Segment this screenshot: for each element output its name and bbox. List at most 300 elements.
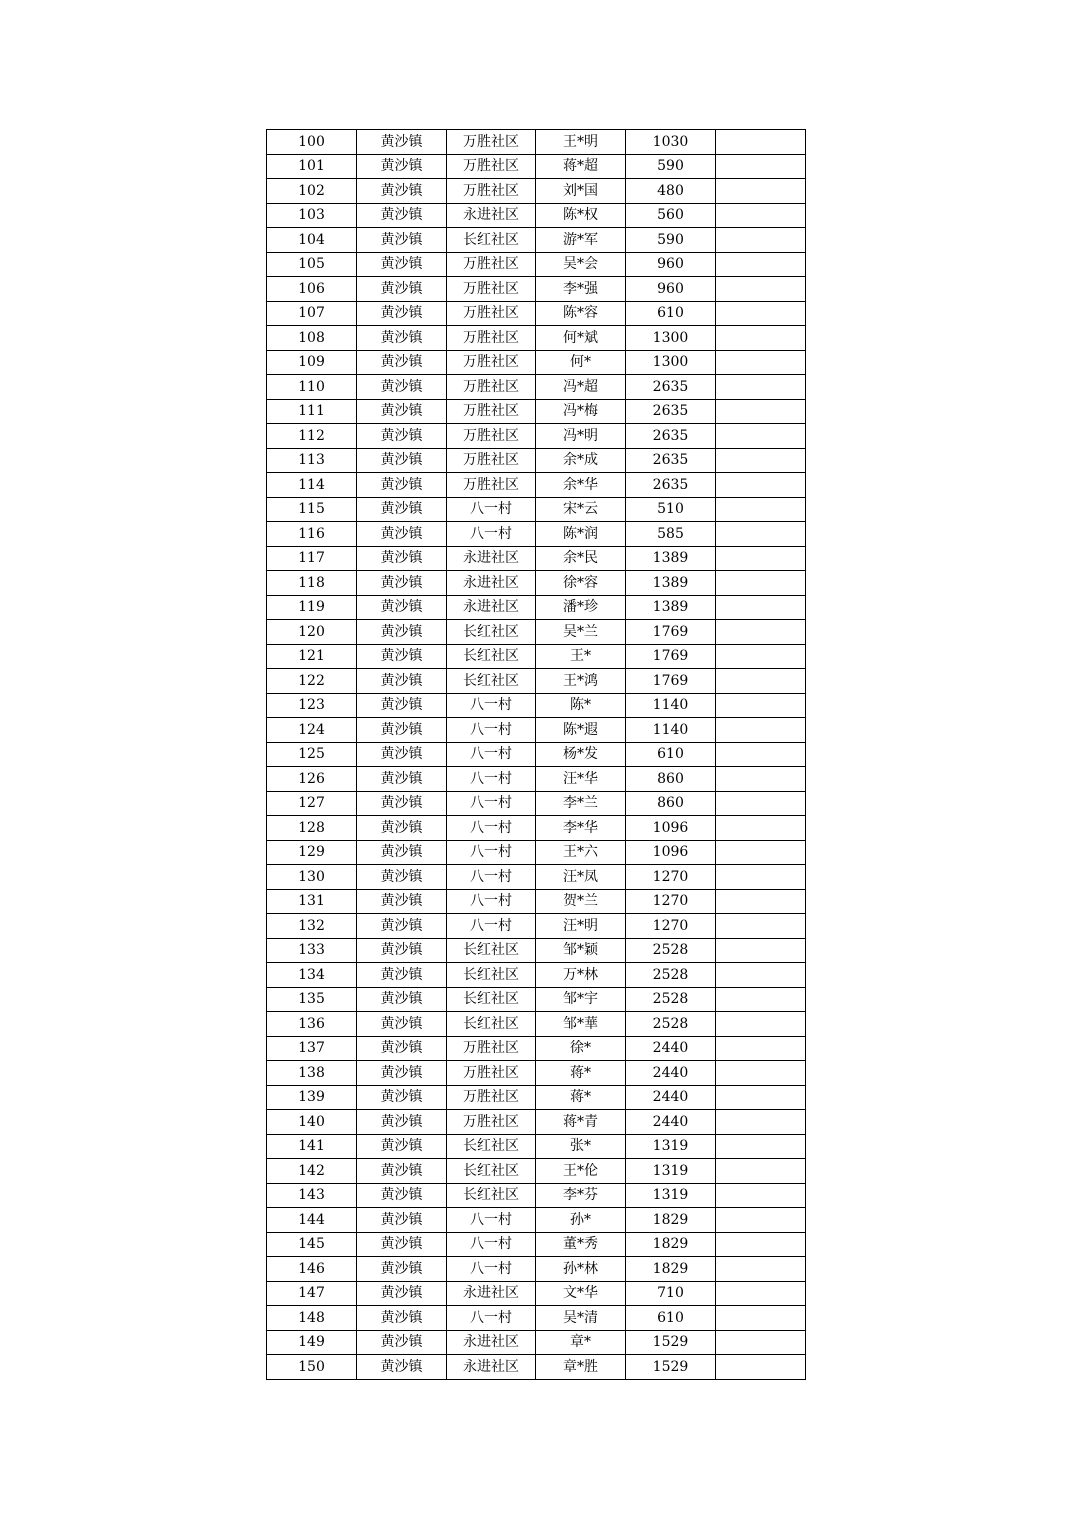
remark-cell [716,375,806,400]
table-row [267,546,806,571]
name-cell: 徐* [536,1036,626,1061]
row-number-cell: 135 [267,987,357,1012]
name-cell: 余*民 [536,546,626,571]
town-cell: 黄沙镇 [357,375,447,400]
amount-cell: 2635 [626,424,716,449]
amount-cell: 1096 [626,840,716,865]
row-number-cell: 141 [267,1134,357,1159]
table-row [267,154,806,179]
town-cell: 黄沙镇 [357,571,447,596]
community-cell: 万胜社区 [447,350,536,375]
remark-cell [716,865,806,890]
row-number-cell: 109 [267,350,357,375]
town-cell: 黄沙镇 [357,693,447,718]
town-cell: 黄沙镇 [357,791,447,816]
remark-cell [716,1085,806,1110]
table-row [267,350,806,375]
community-cell: 八一村 [447,865,536,890]
table-row [267,987,806,1012]
table-row [267,644,806,669]
table-row [267,1012,806,1037]
table-row [267,1134,806,1159]
row-number-cell: 119 [267,595,357,620]
town-cell: 黄沙镇 [357,228,447,253]
table-row [267,399,806,424]
community-cell: 万胜社区 [447,1061,536,1086]
row-number-cell: 106 [267,277,357,302]
row-number-cell: 120 [267,620,357,645]
amount-cell: 1140 [626,718,716,743]
remark-cell [716,228,806,253]
name-cell: 王* [536,644,626,669]
town-cell: 黄沙镇 [357,644,447,669]
name-cell: 蒋* [536,1085,626,1110]
community-cell: 万胜社区 [447,130,536,155]
community-cell: 万胜社区 [447,252,536,277]
name-cell: 游*军 [536,228,626,253]
table-row [267,840,806,865]
name-cell: 孙* [536,1208,626,1233]
name-cell: 李*兰 [536,791,626,816]
remark-cell [716,448,806,473]
row-number-cell: 144 [267,1208,357,1233]
row-number-cell: 105 [267,252,357,277]
community-cell: 万胜社区 [447,1085,536,1110]
remark-cell [716,595,806,620]
town-cell: 黄沙镇 [357,1012,447,1037]
row-number-cell: 129 [267,840,357,865]
name-cell: 吴*清 [536,1306,626,1331]
table-row [267,448,806,473]
community-cell: 长红社区 [447,1183,536,1208]
table-row [267,1085,806,1110]
name-cell: 汪*华 [536,767,626,792]
town-cell: 黄沙镇 [357,252,447,277]
town-cell: 黄沙镇 [357,1183,447,1208]
amount-cell: 1270 [626,865,716,890]
name-cell: 张* [536,1134,626,1159]
community-cell: 永进社区 [447,546,536,571]
amount-cell: 2635 [626,375,716,400]
community-cell: 八一村 [447,742,536,767]
table-row [267,865,806,890]
amount-cell: 1270 [626,914,716,939]
table-row [267,571,806,596]
name-cell: 陈* [536,693,626,718]
row-number-cell: 124 [267,718,357,743]
row-number-cell: 118 [267,571,357,596]
name-cell: 王*六 [536,840,626,865]
name-cell: 吴*兰 [536,620,626,645]
remark-cell [716,571,806,596]
amount-cell: 1319 [626,1183,716,1208]
remark-cell [716,816,806,841]
community-cell: 长红社区 [447,1012,536,1037]
amount-cell: 510 [626,497,716,522]
community-cell: 八一村 [447,1208,536,1233]
town-cell: 黄沙镇 [357,326,447,351]
row-number-cell: 114 [267,473,357,498]
community-cell: 八一村 [447,693,536,718]
town-cell: 黄沙镇 [357,1306,447,1331]
table-row [267,914,806,939]
name-cell: 章*胜 [536,1355,626,1380]
remark-cell [716,1061,806,1086]
remark-cell [716,522,806,547]
amount-cell: 1096 [626,816,716,841]
name-cell: 邹*颖 [536,938,626,963]
town-cell: 黄沙镇 [357,277,447,302]
row-number-cell: 113 [267,448,357,473]
town-cell: 黄沙镇 [357,154,447,179]
town-cell: 黄沙镇 [357,840,447,865]
amount-cell: 1829 [626,1232,716,1257]
town-cell: 黄沙镇 [357,301,447,326]
amount-cell: 610 [626,1306,716,1331]
community-cell: 长红社区 [447,228,536,253]
amount-cell: 1769 [626,644,716,669]
remark-cell [716,1281,806,1306]
amount-cell: 2528 [626,987,716,1012]
name-cell: 王*明 [536,130,626,155]
table-row [267,1183,806,1208]
remark-cell [716,693,806,718]
table-row [267,130,806,155]
row-number-cell: 123 [267,693,357,718]
remark-cell [716,1012,806,1037]
community-cell: 万胜社区 [447,473,536,498]
name-cell: 章* [536,1330,626,1355]
name-cell: 余*成 [536,448,626,473]
row-number-cell: 126 [267,767,357,792]
community-cell: 长红社区 [447,1159,536,1184]
table-row [267,1355,806,1380]
community-cell: 八一村 [447,914,536,939]
name-cell: 汪*明 [536,914,626,939]
town-cell: 黄沙镇 [357,179,447,204]
row-number-cell: 107 [267,301,357,326]
community-cell: 万胜社区 [447,301,536,326]
town-cell: 黄沙镇 [357,350,447,375]
table-row [267,277,806,302]
community-cell: 长红社区 [447,987,536,1012]
row-number-cell: 132 [267,914,357,939]
remark-cell [716,742,806,767]
town-cell: 黄沙镇 [357,1355,447,1380]
row-number-cell: 115 [267,497,357,522]
town-cell: 黄沙镇 [357,816,447,841]
row-number-cell: 149 [267,1330,357,1355]
table-row [267,718,806,743]
amount-cell: 710 [626,1281,716,1306]
row-number-cell: 134 [267,963,357,988]
table-row [267,1110,806,1135]
community-cell: 永进社区 [447,1330,536,1355]
row-number-cell: 100 [267,130,357,155]
table-row [267,375,806,400]
town-cell: 黄沙镇 [357,1330,447,1355]
amount-cell: 860 [626,767,716,792]
amount-cell: 1769 [626,620,716,645]
amount-cell: 1030 [626,130,716,155]
name-cell: 陈*容 [536,301,626,326]
town-cell: 黄沙镇 [357,987,447,1012]
name-cell: 邹*宇 [536,987,626,1012]
row-number-cell: 133 [267,938,357,963]
remark-cell [716,791,806,816]
table-row [267,497,806,522]
name-cell: 汪*凤 [536,865,626,890]
community-cell: 长红社区 [447,1134,536,1159]
amount-cell: 2440 [626,1036,716,1061]
row-number-cell: 122 [267,669,357,694]
town-cell: 黄沙镇 [357,620,447,645]
row-number-cell: 143 [267,1183,357,1208]
name-cell: 陈*权 [536,203,626,228]
community-cell: 万胜社区 [447,1036,536,1061]
remark-cell [716,1306,806,1331]
name-cell: 陈*遐 [536,718,626,743]
remark-cell [716,1036,806,1061]
amount-cell: 560 [626,203,716,228]
town-cell: 黄沙镇 [357,203,447,228]
remark-cell [716,1355,806,1380]
town-cell: 黄沙镇 [357,448,447,473]
row-number-cell: 116 [267,522,357,547]
remark-cell [716,301,806,326]
name-cell: 冯*超 [536,375,626,400]
remark-cell [716,767,806,792]
remark-cell [716,399,806,424]
remark-cell [716,546,806,571]
remark-cell [716,620,806,645]
amount-cell: 2440 [626,1061,716,1086]
amount-cell: 1769 [626,669,716,694]
town-cell: 黄沙镇 [357,718,447,743]
community-cell: 长红社区 [447,644,536,669]
name-cell: 蒋* [536,1061,626,1086]
community-cell: 万胜社区 [447,448,536,473]
town-cell: 黄沙镇 [357,1232,447,1257]
table-row [267,1232,806,1257]
table-row [267,938,806,963]
town-cell: 黄沙镇 [357,1134,447,1159]
town-cell: 黄沙镇 [357,595,447,620]
remark-cell [716,1330,806,1355]
name-cell: 余*华 [536,473,626,498]
town-cell: 黄沙镇 [357,889,447,914]
amount-cell: 1529 [626,1330,716,1355]
table-row [267,693,806,718]
row-number-cell: 131 [267,889,357,914]
amount-cell: 1319 [626,1134,716,1159]
remark-cell [716,1110,806,1135]
row-number-cell: 104 [267,228,357,253]
name-cell: 吴*会 [536,252,626,277]
row-number-cell: 111 [267,399,357,424]
row-number-cell: 117 [267,546,357,571]
name-cell: 刘*国 [536,179,626,204]
table-row [267,203,806,228]
amount-cell: 1829 [626,1208,716,1233]
name-cell: 董*秀 [536,1232,626,1257]
remark-cell [716,914,806,939]
table-row [267,424,806,449]
amount-cell: 1140 [626,693,716,718]
table-row [267,473,806,498]
table-row [267,767,806,792]
row-number-cell: 138 [267,1061,357,1086]
community-cell: 八一村 [447,889,536,914]
town-cell: 黄沙镇 [357,1110,447,1135]
amount-cell: 480 [626,179,716,204]
name-cell: 贺*兰 [536,889,626,914]
community-cell: 长红社区 [447,938,536,963]
town-cell: 黄沙镇 [357,963,447,988]
remark-cell [716,179,806,204]
amount-cell: 2528 [626,938,716,963]
town-cell: 黄沙镇 [357,399,447,424]
table-row [267,742,806,767]
table-row [267,228,806,253]
name-cell: 蒋*超 [536,154,626,179]
row-number-cell: 145 [267,1232,357,1257]
community-cell: 八一村 [447,791,536,816]
amount-cell: 2528 [626,1012,716,1037]
town-cell: 黄沙镇 [357,130,447,155]
table-row [267,1061,806,1086]
community-cell: 八一村 [447,718,536,743]
name-cell: 李*强 [536,277,626,302]
town-cell: 黄沙镇 [357,742,447,767]
name-cell: 陈*润 [536,522,626,547]
town-cell: 黄沙镇 [357,546,447,571]
community-cell: 八一村 [447,1257,536,1282]
remark-cell [716,1134,806,1159]
amount-cell: 2440 [626,1110,716,1135]
table-row [267,791,806,816]
row-number-cell: 147 [267,1281,357,1306]
table-row [267,1257,806,1282]
remark-cell [716,252,806,277]
community-cell: 永进社区 [447,595,536,620]
remark-cell [716,1208,806,1233]
name-cell: 宋*云 [536,497,626,522]
town-cell: 黄沙镇 [357,1281,447,1306]
table-row [267,1281,806,1306]
name-cell: 徐*容 [536,571,626,596]
amount-cell: 1389 [626,595,716,620]
row-number-cell: 102 [267,179,357,204]
table-row [267,252,806,277]
remark-cell [716,644,806,669]
community-cell: 八一村 [447,1232,536,1257]
table-row [267,301,806,326]
remark-cell [716,424,806,449]
row-number-cell: 142 [267,1159,357,1184]
amount-cell: 1829 [626,1257,716,1282]
row-number-cell: 136 [267,1012,357,1037]
community-cell: 八一村 [447,840,536,865]
table-row [267,1330,806,1355]
remark-cell [716,840,806,865]
town-cell: 黄沙镇 [357,669,447,694]
name-cell: 孙*林 [536,1257,626,1282]
name-cell: 王*伦 [536,1159,626,1184]
remark-cell [716,963,806,988]
town-cell: 黄沙镇 [357,914,447,939]
row-number-cell: 130 [267,865,357,890]
community-cell: 八一村 [447,1306,536,1331]
row-number-cell: 110 [267,375,357,400]
community-cell: 八一村 [447,522,536,547]
row-number-cell: 128 [267,816,357,841]
table-row [267,1159,806,1184]
remark-cell [716,350,806,375]
name-cell: 冯*明 [536,424,626,449]
remark-cell [716,669,806,694]
remark-cell [716,497,806,522]
table-row [267,620,806,645]
community-cell: 万胜社区 [447,1110,536,1135]
town-cell: 黄沙镇 [357,497,447,522]
remark-cell [716,1257,806,1282]
row-number-cell: 148 [267,1306,357,1331]
town-cell: 黄沙镇 [357,1085,447,1110]
amount-cell: 590 [626,154,716,179]
name-cell: 何* [536,350,626,375]
remark-cell [716,326,806,351]
amount-cell: 1389 [626,571,716,596]
community-cell: 长红社区 [447,620,536,645]
remark-cell [716,938,806,963]
amount-cell: 1389 [626,546,716,571]
row-number-cell: 121 [267,644,357,669]
row-number-cell: 103 [267,203,357,228]
amount-cell: 585 [626,522,716,547]
amount-cell: 1300 [626,326,716,351]
name-cell: 何*斌 [536,326,626,351]
community-cell: 八一村 [447,767,536,792]
table-row [267,963,806,988]
amount-cell: 2635 [626,399,716,424]
amount-cell: 2528 [626,963,716,988]
table-row [267,816,806,841]
community-cell: 万胜社区 [447,179,536,204]
remark-cell [716,473,806,498]
community-cell: 万胜社区 [447,424,536,449]
data-table [266,129,806,1380]
row-number-cell: 108 [267,326,357,351]
community-cell: 永进社区 [447,203,536,228]
amount-cell: 590 [626,228,716,253]
table-row [267,1036,806,1061]
table-row [267,179,806,204]
amount-cell: 2635 [626,473,716,498]
community-cell: 永进社区 [447,1355,536,1380]
remark-cell [716,987,806,1012]
name-cell: 杨*发 [536,742,626,767]
amount-cell: 610 [626,742,716,767]
community-cell: 万胜社区 [447,399,536,424]
amount-cell: 1300 [626,350,716,375]
community-cell: 长红社区 [447,963,536,988]
remark-cell [716,718,806,743]
table-body [267,130,806,1380]
community-cell: 长红社区 [447,669,536,694]
town-cell: 黄沙镇 [357,1036,447,1061]
name-cell: 文*华 [536,1281,626,1306]
